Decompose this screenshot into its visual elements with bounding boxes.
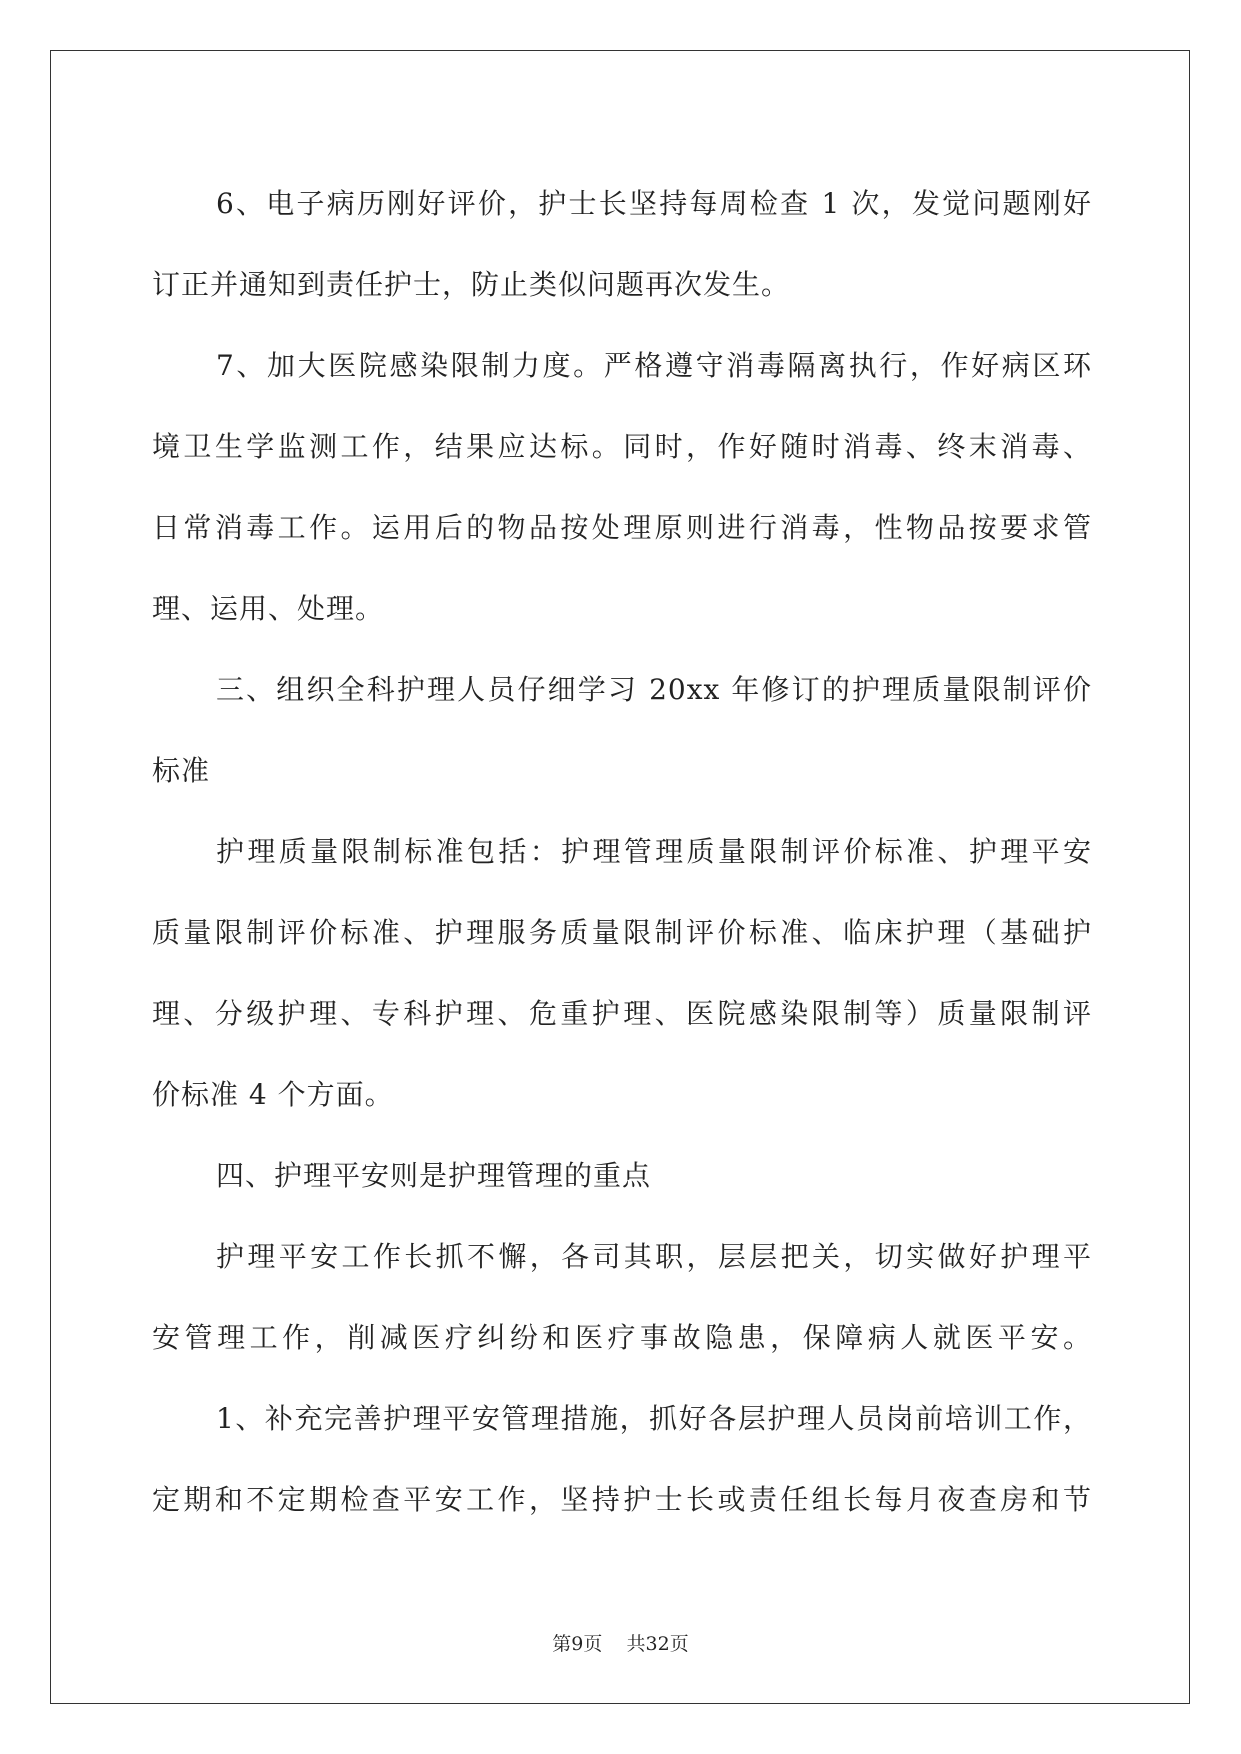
document-text	[152, 163, 1092, 1540]
text-line: 护理平安工作长抓不懈，各司其职，层层把关，切实做好护理平	[216, 1240, 1092, 1273]
text-line: 日常消毒工作。运用后的物品按处理原则进行消毒，性物品按要求管	[152, 511, 1092, 544]
section-heading: 四、护理平安则是护理管理的重点	[216, 1159, 652, 1192]
total-pages: 32	[645, 1633, 670, 1655]
page-label-prefix: 第	[552, 1633, 572, 1655]
page-label-suffix: 页	[583, 1633, 603, 1655]
total-label-suffix: 页	[669, 1633, 689, 1655]
text-line: 价标准 4 个方面。	[152, 1078, 394, 1111]
text-line: 安管理工作，削减医疗纠纷和医疗事故隐患，保障病人就医平安。	[152, 1321, 1092, 1354]
text-line: 7、加大医院感染限制力度。严格遵守消毒隔离执行，作好病区环	[216, 349, 1092, 382]
text-line: 1、补充完善护理平安管理措施，抓好各层护理人员岗前培训工作，	[216, 1402, 1092, 1435]
document-body	[152, 163, 1092, 1540]
text-line: 境卫生学监测工作，结果应达标。同时，作好随时消毒、终末消毒、	[152, 430, 1092, 463]
text-line: 定期和不定期检查平安工作，坚持护士长或责任组长每月夜查房和节	[152, 1483, 1092, 1516]
text-line: 理、运用、处理。	[152, 592, 385, 625]
page-footer	[0, 1629, 1241, 1656]
text-line: 标准	[152, 754, 211, 787]
text-line: 三、组织全科护理人员仔细学习 20xx 年修订的护理质量限制评价	[216, 673, 1092, 706]
text-line: 质量限制评价标准、护理服务质量限制评价标准、临床护理（基础护	[152, 916, 1092, 949]
text-line: 6、电子病历刚好评价，护士长坚持每周检查 1 次，发觉问题刚好	[216, 187, 1092, 220]
text-line: 订正并通知到责任护士，防止类似问题再次发生。	[152, 268, 791, 301]
page-number: 9	[571, 1633, 584, 1655]
text-line: 理、分级护理、专科护理、危重护理、医院感染限制等）质量限制评	[152, 997, 1092, 1030]
text-line: 护理质量限制标准包括：护理管理质量限制评价标准、护理平安	[216, 835, 1092, 868]
total-label-prefix: 共	[626, 1633, 646, 1655]
